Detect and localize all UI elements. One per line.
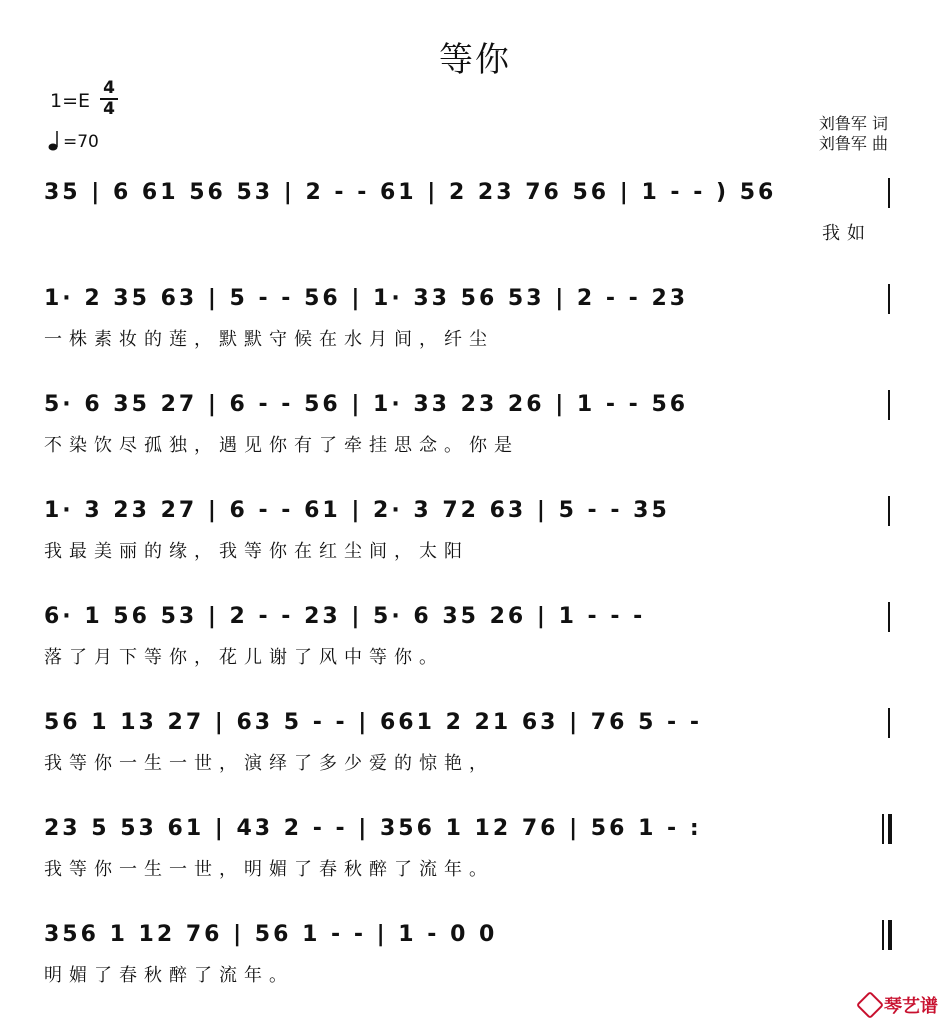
time-signature-top: 4 <box>103 78 115 98</box>
lyricist: 刘鲁军 词 <box>818 114 888 133</box>
time-signature <box>100 80 118 118</box>
system-4-notes: 1· 3 23 27 | 6 - - 61 | 2· 3 72 63 | 5 - - 35 <box>44 498 670 523</box>
watermark-logo <box>860 992 938 1018</box>
system-1-end-barline <box>888 178 890 208</box>
system-3-notes: 5· 6 35 27 | 6 - - 56 | 1· 33 23 26 | 1 - - 56 <box>44 392 689 417</box>
system-5-notes: 6· 1 56 53 | 2 - - 23 | 5· 6 35 26 | 1 - - - <box>44 604 646 629</box>
system-5-end-barline <box>888 602 890 632</box>
system-5-lyrics: 落了月下等你，花儿谢了风中等你。 <box>44 647 444 668</box>
system-6-end-barline <box>888 708 890 738</box>
system-4-lyrics: 我最美丽的缘，我等你在红尘间，太阳 <box>44 541 469 562</box>
system-7-notes: 23 5 53 61 | 43 2 - - | 356 1 12 76 | 56 1 - : <box>44 816 702 841</box>
system-8-notes: 356 1 12 76 | 56 1 - - | 1 - 0 0 <box>44 922 498 947</box>
song-title: 等你 <box>439 40 511 80</box>
repeat-barline-thick <box>888 814 892 844</box>
system-7-lyrics: 我等你一生一世，明媚了春秋醉了流年。 <box>44 859 494 880</box>
key-signature: 1=E <box>50 90 91 112</box>
system-6-lyrics: 我等你一生一世，演绎了多少爱的惊艳， <box>44 753 494 774</box>
system-3-lyrics: 不染饮尽孤独，遇见你有了牵挂思念。你是 <box>44 435 519 456</box>
system-6-notes: 56 1 13 27 | 63 5 - - | 661 2 21 63 | 76 5 - - <box>44 710 702 735</box>
system-4-end-barline <box>888 496 890 526</box>
watermark-text: 琴艺谱 <box>884 996 938 1017</box>
system-1-lyrics: 我如 <box>822 223 872 244</box>
system-1-notes: 35 | 6 61 56 53 | 2 - - 61 | 2 23 76 56 | 1 - - ) 56 <box>44 180 777 205</box>
system-2-notes: 1· 2 35 63 | 5 - - 56 | 1· 33 56 53 | 2 - - 23 <box>44 286 689 311</box>
quarter-note-icon <box>48 130 60 152</box>
time-signature-bottom: 4 <box>103 99 115 119</box>
repeat-barline-thin <box>882 814 884 844</box>
credits <box>819 114 888 154</box>
system-2-lyrics: 一株素妆的莲，默默守候在水月间，纤尘 <box>44 329 494 350</box>
tempo-value: =70 <box>63 132 99 152</box>
logo-icon <box>856 991 884 1019</box>
composer: 刘鲁军 曲 <box>818 134 888 153</box>
tempo-marking <box>48 130 99 152</box>
system-2-end-barline <box>888 284 890 314</box>
system-8-lyrics: 明媚了春秋醉了流年。 <box>44 965 294 986</box>
system-3-end-barline <box>888 390 890 420</box>
final-barline-thin <box>882 920 884 950</box>
final-barline-thick <box>888 920 892 950</box>
